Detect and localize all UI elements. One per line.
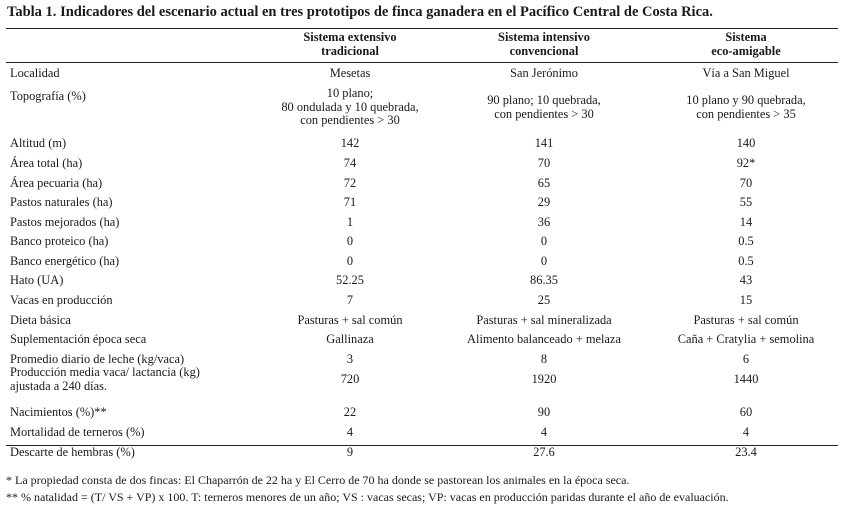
- row-label: Vacas en producción: [10, 293, 113, 307]
- table-cell: 0.5: [738, 234, 754, 248]
- row-label: Localidad: [10, 66, 60, 80]
- table-cell: 23.4: [735, 445, 757, 459]
- table-cell: 86.35: [530, 273, 558, 287]
- table-cell: 10 plano; 80 ondulada y 10 quebrada, con pendientes > 30: [281, 86, 419, 127]
- table-cell: Gallinaza: [326, 332, 374, 346]
- row-label: Mortalidad de terneros (%): [10, 425, 145, 439]
- table-cell: 0: [540, 234, 548, 248]
- table-cell: Pasturas + sal común: [297, 313, 403, 327]
- table-cell: 142: [340, 136, 360, 150]
- table-cell: 140: [736, 136, 756, 150]
- table-cell: 1440: [733, 372, 759, 386]
- table-cell: 90 plano; 10 quebrada, con pendientes > 30: [487, 93, 601, 121]
- table-cell: 15: [739, 293, 753, 307]
- table-cell: 10 plano y 90 quebrada, con pendientes > 35: [686, 93, 806, 121]
- table-cell: 72: [343, 176, 357, 190]
- row-label: Área pecuaria (ha): [10, 176, 103, 190]
- row-label: Hato (UA): [10, 273, 64, 287]
- row-label: Pastos naturales (ha): [10, 195, 113, 209]
- row-label: Dieta básica: [10, 313, 71, 327]
- row-label: Promedio diario de leche (kg/vaca): [10, 352, 185, 366]
- table-cell: 65: [537, 176, 551, 190]
- table-cell: 60: [739, 405, 753, 419]
- table-cell: 43: [739, 273, 753, 287]
- table-cell: 36: [537, 215, 551, 229]
- table-cell: 4: [346, 425, 354, 439]
- table-cell: 22: [343, 405, 357, 419]
- table-cell: San Jerónimo: [510, 66, 578, 80]
- table-cell: 52.25: [336, 273, 364, 287]
- column-header-eco: Sistema eco-amigable: [711, 30, 781, 58]
- table-cell: Pasturas + sal mineralizada: [476, 313, 612, 327]
- table-cell: 29: [537, 195, 551, 209]
- table-cell: 27.6: [533, 445, 555, 459]
- table-caption: [7, 4, 713, 21]
- table-cell: Caña + Cratylia + semolina: [677, 332, 815, 346]
- table-cell: 70: [739, 176, 753, 190]
- table-cell: 14: [739, 215, 753, 229]
- table-cell: 92*: [736, 156, 756, 170]
- table-cell: 0: [540, 254, 548, 268]
- row-label: Pastos mejorados (ha): [10, 215, 120, 229]
- table-cell: 0: [346, 254, 354, 268]
- column-header-intensivo: Sistema intensivo convencional: [498, 30, 590, 58]
- row-label: Banco proteico (ha): [10, 234, 109, 248]
- row-label: Producción media vaca/ lactancia (kg) ajustada a 240 días.: [10, 365, 200, 393]
- table-cell: 71: [343, 195, 357, 209]
- table-cell: 8: [540, 352, 548, 366]
- row-label: Altitud (m): [10, 136, 67, 150]
- caption-text: Indicadores del escenario actual en tres prototipos de finca ganadera en el Pacífico Central de Costa Rica.: [56, 4, 713, 20]
- table-cell: 4: [742, 425, 750, 439]
- top-rule: [6, 28, 838, 29]
- table-cell: 7: [346, 293, 354, 307]
- table-cell: 25: [537, 293, 551, 307]
- table-cell: 55: [739, 195, 753, 209]
- caption-label: Tabla 1.: [7, 4, 57, 20]
- row-label: Área total (ha): [10, 156, 83, 170]
- table-cell: 4: [540, 425, 548, 439]
- footnote-natalidad: ** % natalidad = (T/ VS + VP) x 100. T: terneros menores de un año; VS : vacas secas; VP: vacas en producción paridas durante el año de evaluación.: [6, 490, 729, 504]
- table-cell: 1920: [531, 372, 557, 386]
- header-rule: [6, 62, 838, 63]
- table-cell: 3: [346, 352, 354, 366]
- table-cell: 9: [346, 445, 354, 459]
- footnote-area: * La propiedad consta de dos fincas: El Chaparrón de 22 ha y El Cerro de 70 ha donde se pastorean los animales en la época seca.: [6, 473, 630, 487]
- row-label: Descarte de hembras (%): [10, 445, 135, 459]
- table-cell: 0: [346, 234, 354, 248]
- table-cell: 74: [343, 156, 357, 170]
- table-cell: Mesetas: [329, 66, 371, 80]
- table-cell: Pasturas + sal común: [693, 313, 799, 327]
- row-label: Topografía (%): [10, 89, 86, 103]
- row-label: Nacimientos (%)**: [10, 405, 107, 419]
- table-cell: Alimento balanceado + melaza: [467, 332, 621, 346]
- table-cell: Vía a San Miguel: [702, 66, 790, 80]
- table-cell: 90: [537, 405, 551, 419]
- column-header-extensivo: Sistema extensivo tradicional: [303, 30, 397, 58]
- row-label: Suplementación época seca: [10, 332, 147, 346]
- table-cell: 141: [534, 136, 554, 150]
- table-cell: 6: [742, 352, 750, 366]
- table-cell: 70: [537, 156, 551, 170]
- row-label: Banco energético (ha): [10, 254, 120, 268]
- table-cell: 1: [346, 215, 354, 229]
- table-cell: 720: [340, 372, 360, 386]
- table-cell: 0.5: [738, 254, 754, 268]
- bottom-rule: [6, 445, 838, 446]
